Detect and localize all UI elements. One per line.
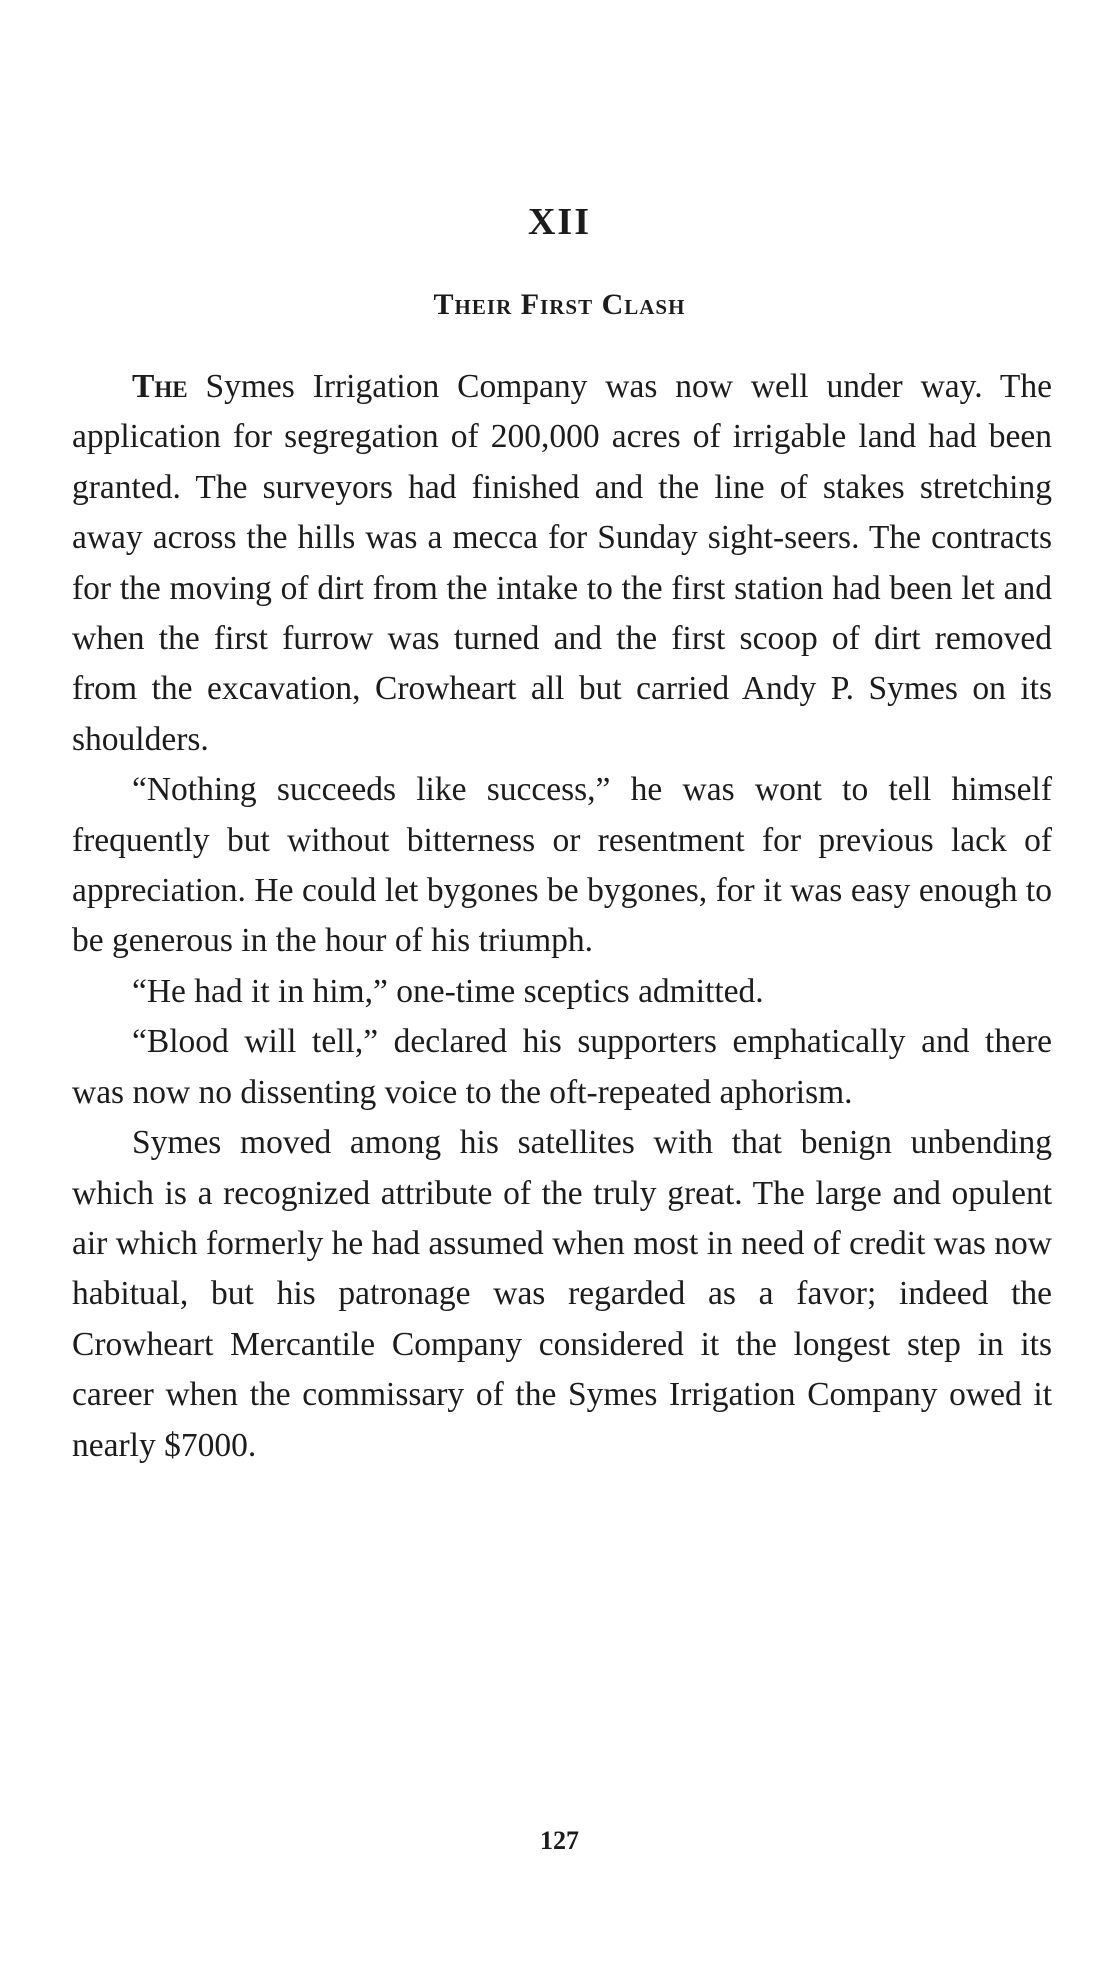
paragraph: “He had it in him,” one-time sceptics admitted. — [132, 972, 764, 1010]
paragraph: Symes moved among his satellites with that benign unbending which is a recognized attribute of the truly great. The large and opulent air which formerly he had assumed when most in need of credit was now habitual, but his patronage was regarded as a favor; indeed the Crowheart Mercantile Company considered it the longest step in its career when the commissary of the Symes Irrigation Company owed it nearly $7000. — [72, 1124, 1052, 1464]
lead-word: The — [132, 368, 188, 405]
paragraph: “Blood will tell,” declared his supporters emphatically and there was now no dissenting voice to the oft-repeated aphorism. — [72, 1023, 1052, 1111]
chapter-body — [72, 362, 1052, 1471]
page-number: 127 — [540, 1826, 579, 1855]
paragraph: “Nothing succeeds like success,” he was wont to tell himself frequently but without bitterness or resentment for previous lack of appreciation. He could let bygones be bygones, for it was easy enough to be generous in the hour of his triumph. — [72, 771, 1052, 960]
chapter-title: Their First Clash — [433, 288, 686, 321]
chapter-number: XII — [527, 201, 592, 243]
paragraph-text: Symes Irrigation Company was now well under way. The application for segregation of 200,000 acres of irrigable land had been granted. The surveyors had finished and the line of stakes stretching away across the hills was a mecca for Sunday sight-seers. The contracts for the moving of dirt from the intake to the first station had been let and when the first furrow was turned and the first scoop of dirt removed from the excavation, Crowheart all but carried Andy P. Symes on its shoulders. — [72, 368, 1052, 758]
paragraph — [72, 362, 1052, 765]
